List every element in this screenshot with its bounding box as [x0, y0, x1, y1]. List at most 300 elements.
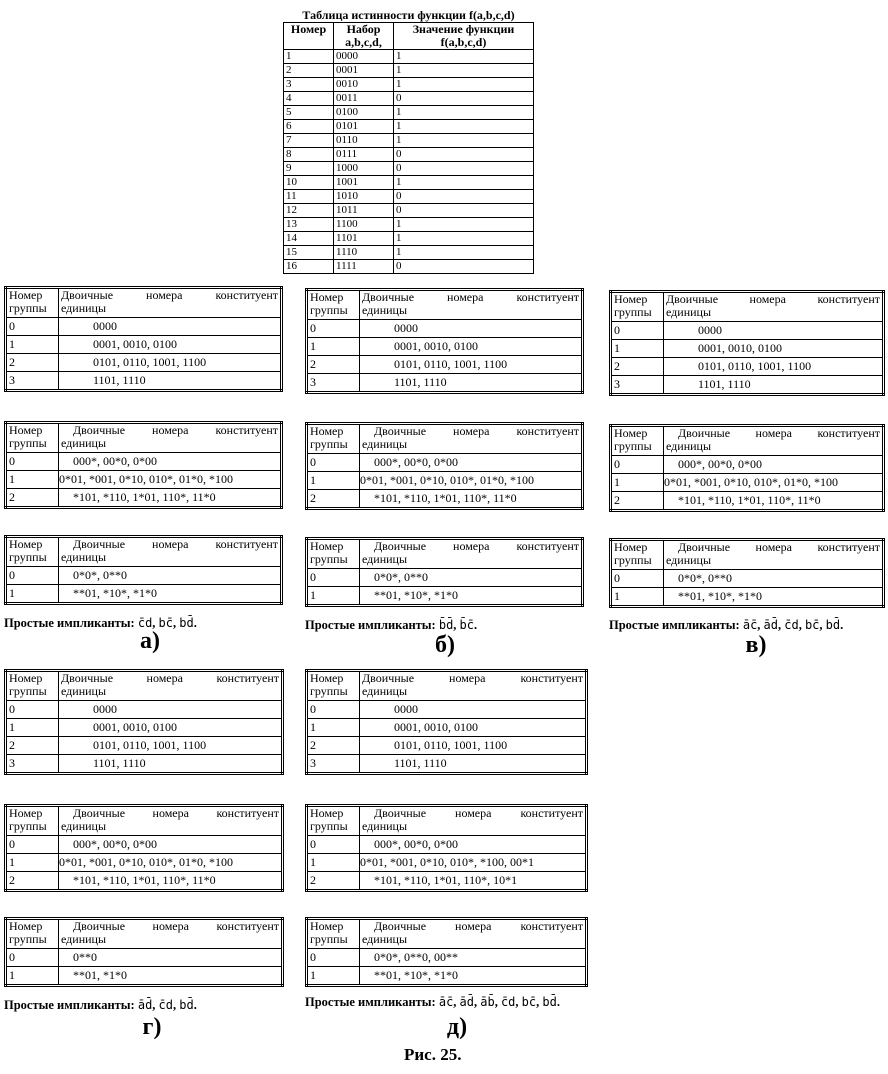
group-constituents: 1101, 1110 [59, 372, 282, 391]
group-table [305, 422, 584, 510]
group-table [609, 424, 885, 512]
group-constituents: 0000 [360, 320, 583, 338]
prime-implicants-label: Простые импликанты: [4, 998, 135, 1012]
group-constituents: 0*0*, 0**0 [59, 567, 282, 585]
group-table-header [6, 806, 283, 836]
binary-numbers-header-word: Двоичные [61, 671, 114, 685]
group-number: 1 [307, 587, 360, 606]
group-number-header-line1: Номер [9, 423, 43, 437]
binary-numbers-header [360, 290, 583, 320]
binary-numbers-header-word: номера [755, 540, 792, 554]
row-value: 1 [394, 78, 534, 92]
row-set: 1111 [334, 260, 394, 274]
implicant-term: bc̄ [521, 995, 537, 1009]
implicant-term: c̄d [137, 616, 153, 630]
binary-numbers-header-line2: единицы [362, 819, 408, 833]
truth-table [283, 22, 534, 274]
implicant-term: āc̄ [438, 995, 454, 1009]
row-set: 1011 [334, 204, 394, 218]
group-number: 2 [6, 872, 59, 891]
group-table-header [307, 539, 583, 569]
group-number-header-line2: группы [310, 437, 348, 451]
group-number-header-line2: группы [614, 305, 652, 319]
row-value: 1 [394, 232, 534, 246]
group-constituents: **01, *1*0 [59, 967, 283, 986]
group-constituents: 0*0*, 0**0 [360, 569, 583, 587]
row-number: 16 [284, 260, 334, 274]
row-value: 0 [394, 190, 534, 204]
group-constituents: 1101, 1110 [59, 755, 283, 774]
group-number-header [307, 919, 360, 949]
group-constituents: 0000 [360, 701, 587, 719]
implicant-term: b̄c̄ [459, 618, 474, 632]
group-number: 2 [307, 356, 360, 374]
group-table-header [6, 671, 283, 701]
binary-numbers-header [59, 423, 282, 453]
group-number: 1 [307, 338, 360, 356]
group-table [305, 669, 588, 775]
binary-numbers-header-word: конституент [520, 919, 583, 933]
group-constituents: 0101, 0110, 1001, 1100 [664, 358, 884, 376]
binary-numbers-header-word: конституент [516, 539, 579, 553]
binary-numbers-header-line2: единицы [61, 550, 107, 564]
group-number-header [611, 540, 664, 570]
binary-numbers-header-word: Двоичные [374, 919, 427, 933]
group-table [305, 537, 584, 607]
group-number: 1 [307, 472, 360, 490]
group-row [611, 456, 884, 474]
group-row [6, 967, 283, 986]
truth-table-row [284, 148, 534, 162]
row-set: 0000 [334, 50, 394, 64]
group-constituents: 0101, 0110, 1001, 1100 [360, 356, 583, 374]
prime-implicants: Простые импликанты: b̄d̄, b̄c̄. [305, 618, 478, 632]
group-table [305, 804, 588, 892]
group-table [4, 669, 284, 775]
group-number: 3 [6, 755, 59, 774]
row-number: 14 [284, 232, 334, 246]
row-set: 0011 [334, 92, 394, 106]
implicant-term: ād̄ [763, 618, 778, 632]
truth-table-row [284, 232, 534, 246]
group-number: 2 [6, 737, 59, 755]
group-number-header-line1: Номер [9, 806, 43, 820]
group-row [6, 318, 282, 336]
group-number: 1 [307, 854, 360, 872]
group-number: 2 [611, 358, 664, 376]
group-row [307, 338, 583, 356]
group-table [305, 917, 588, 987]
group-number-header [6, 919, 59, 949]
binary-numbers-header-word: номера [146, 288, 183, 302]
group-number: 1 [6, 336, 59, 354]
group-table [4, 804, 284, 892]
group-constituents: *101, *110, 1*01, 110*, 11*0 [360, 490, 583, 509]
binary-numbers-header-line2: единицы [666, 439, 712, 453]
group-number-header-line1: Номер [614, 292, 648, 306]
group-row [307, 836, 587, 854]
row-value: 0 [394, 162, 534, 176]
group-constituents: 1101, 1110 [360, 755, 587, 774]
group-number: 1 [6, 854, 59, 872]
row-set: 0010 [334, 78, 394, 92]
row-number: 12 [284, 204, 334, 218]
row-value: 1 [394, 218, 534, 232]
binary-numbers-header-line2: единицы [666, 553, 712, 567]
group-constituents: 0000 [59, 701, 283, 719]
binary-numbers-header [664, 292, 884, 322]
group-row [611, 358, 884, 376]
group-number-header-line1: Номер [310, 539, 344, 553]
row-set: 1010 [334, 190, 394, 204]
binary-numbers-header-line2: единицы [362, 684, 408, 698]
row-number: 6 [284, 120, 334, 134]
binary-numbers-header-word: номера [453, 424, 490, 438]
group-number-header-line2: группы [310, 932, 348, 946]
binary-numbers-header-word: Двоичные [61, 288, 114, 302]
row-value: 0 [394, 92, 534, 106]
row-set: 0100 [334, 106, 394, 120]
group-number: 0 [6, 701, 59, 719]
row-number: 15 [284, 246, 334, 260]
truth-table-row [284, 78, 534, 92]
row-number: 3 [284, 78, 334, 92]
group-number-header [307, 290, 360, 320]
prime-implicants: Простые импликанты: ād̄, c̄d, bd̄. [4, 998, 197, 1012]
binary-numbers-header-word: Двоичные [73, 806, 126, 820]
group-number: 1 [307, 719, 360, 737]
group-row [611, 340, 884, 358]
group-constituents: 0*0*, 0**0, 00** [360, 949, 587, 967]
binary-numbers-header-line2: единицы [61, 819, 107, 833]
group-row [6, 755, 283, 774]
binary-numbers-header-word: Двоичные [678, 426, 731, 440]
truth-table-row [284, 106, 534, 120]
binary-numbers-header-word: конституент [516, 290, 579, 304]
group-number: 0 [611, 456, 664, 474]
implicant-term: āc̄ [742, 618, 758, 632]
group-number-header-line2: группы [310, 303, 348, 317]
implicant-term: c̄d [158, 998, 173, 1012]
group-number: 0 [6, 318, 59, 336]
row-set: 0110 [334, 134, 394, 148]
group-row [611, 474, 884, 492]
group-row [6, 872, 283, 891]
implicant-term: c̄d [500, 995, 516, 1009]
binary-numbers-header-line2: единицы [362, 303, 408, 317]
group-number-header-line2: группы [9, 819, 47, 833]
panel-letter: в) [745, 632, 767, 658]
binary-numbers-header-word: конституент [817, 540, 880, 554]
row-value: 1 [394, 120, 534, 134]
group-number-header [6, 806, 59, 836]
row-value: 1 [394, 176, 534, 190]
group-table [609, 538, 885, 608]
binary-numbers-header [59, 288, 282, 318]
group-row [307, 490, 583, 509]
row-value: 1 [394, 106, 534, 120]
binary-numbers-header-word: номера [447, 290, 484, 304]
group-number-header [307, 424, 360, 454]
binary-numbers-header-word: номера [152, 537, 189, 551]
group-constituents: 0000 [664, 322, 884, 340]
row-value: 0 [394, 204, 534, 218]
row-value: 0 [394, 148, 534, 162]
figure-caption: Рис. 25. [404, 1045, 462, 1064]
row-number: 8 [284, 148, 334, 162]
binary-numbers-header-line2: единицы [61, 932, 107, 946]
group-number-header-line1: Номер [9, 671, 43, 685]
row-number: 4 [284, 92, 334, 106]
group-constituents: *101, *110, 1*01, 110*, 11*0 [59, 489, 282, 508]
panel-letter: д) [446, 1014, 468, 1040]
group-row [611, 492, 884, 511]
group-number: 0 [6, 567, 59, 585]
group-row [307, 356, 583, 374]
implicant-term: bd̄ [825, 618, 841, 632]
row-set: 1001 [334, 176, 394, 190]
row-number: 9 [284, 162, 334, 176]
implicant-term: bd̄ [179, 616, 194, 630]
group-number-header-line1: Номер [310, 806, 344, 820]
group-constituents: *101, *110, 1*01, 110*, 11*0 [664, 492, 884, 511]
truth-header-set: Набор a,b,c,d, [334, 23, 394, 50]
group-number-header-line1: Номер [614, 426, 648, 440]
prime-implicants: Простые импликанты: āc̄, ād̄, āb̄, c̄d, bc̄, bd̄. [305, 995, 560, 1009]
group-row [6, 701, 283, 719]
binary-numbers-header-word: Двоичные [73, 423, 126, 437]
group-row [307, 320, 583, 338]
implicant-term: ād̄ [137, 998, 153, 1012]
group-row [6, 354, 282, 372]
group-row [6, 471, 282, 489]
group-constituents: **01, *10*, *1*0 [59, 585, 282, 604]
prime-implicants-label: Простые импликанты: [4, 616, 135, 630]
group-number: 0 [307, 569, 360, 587]
group-row [307, 374, 583, 393]
group-constituents: 0*01, *001, 0*10, 010*, *100, 00*1 [360, 854, 587, 872]
group-constituents: *101, *110, 1*01, 110*, 10*1 [360, 872, 587, 891]
implicant-term: bd̄ [179, 998, 194, 1012]
binary-numbers-header-word: конституент [817, 292, 880, 306]
group-row [6, 719, 283, 737]
group-row [307, 755, 587, 774]
group-number: 1 [307, 967, 360, 986]
group-number-header [6, 671, 59, 701]
group-row [611, 322, 884, 340]
group-constituents: 0*01, *001, 0*10, 010*, 01*0, *100 [59, 471, 282, 489]
group-number-header-line1: Номер [310, 671, 344, 685]
binary-numbers-header-word: номера [455, 919, 492, 933]
binary-numbers-header-word: номера [453, 539, 490, 553]
group-number: 2 [307, 490, 360, 509]
group-number: 2 [307, 737, 360, 755]
panel-letter: г) [142, 1014, 162, 1040]
binary-numbers-header-line2: единицы [362, 932, 408, 946]
group-table [4, 917, 284, 987]
binary-numbers-header-word: конституент [520, 671, 583, 685]
binary-numbers-header-word: конституент [520, 806, 583, 820]
group-row [307, 719, 587, 737]
group-constituents: **01, *10*, *1*0 [664, 588, 884, 607]
group-row [307, 454, 583, 472]
binary-numbers-header [59, 806, 283, 836]
row-set: 0101 [334, 120, 394, 134]
binary-numbers-header-word: Двоичные [73, 537, 126, 551]
group-row [307, 587, 583, 606]
row-value: 1 [394, 50, 534, 64]
group-number: 1 [6, 471, 59, 489]
binary-numbers-header-word: конституент [215, 288, 278, 302]
truth-table-row [284, 246, 534, 260]
binary-numbers-header-word: номера [455, 806, 492, 820]
group-constituents: 000*, 00*0, 0*00 [360, 836, 587, 854]
implicant-term: b̄d̄ [438, 618, 454, 632]
group-row [6, 453, 282, 471]
binary-numbers-header-word: конституент [216, 671, 279, 685]
truth-table-title: Таблица истинности функции f(a,b,c,d) [302, 8, 515, 22]
group-constituents: 1101, 1110 [360, 374, 583, 393]
group-number: 3 [6, 372, 59, 391]
group-table [4, 421, 283, 509]
group-number-header-line1: Номер [310, 424, 344, 438]
group-number-header [6, 423, 59, 453]
row-value: 1 [394, 134, 534, 148]
group-number-header-line2: группы [9, 436, 47, 450]
row-number: 13 [284, 218, 334, 232]
row-number: 10 [284, 176, 334, 190]
group-table [305, 288, 584, 394]
row-value: 1 [394, 246, 534, 260]
group-table-header [611, 426, 884, 456]
group-row [307, 701, 587, 719]
group-table-header [307, 919, 587, 949]
row-number: 1 [284, 50, 334, 64]
group-constituents: 000*, 00*0, 0*00 [360, 454, 583, 472]
group-row [611, 570, 884, 588]
truth-table-row [284, 92, 534, 106]
group-number-header-line1: Номер [310, 919, 344, 933]
group-number-header [611, 426, 664, 456]
group-number: 2 [307, 872, 360, 891]
group-number-header-line1: Номер [310, 290, 344, 304]
binary-numbers-header-word: Двоичные [374, 539, 427, 553]
group-row [6, 489, 282, 508]
group-row [6, 737, 283, 755]
implicant-term: āb̄ [480, 995, 495, 1009]
group-constituents: 0101, 0110, 1001, 1100 [360, 737, 587, 755]
group-table-header [6, 423, 282, 453]
group-number-header [307, 539, 360, 569]
group-number-header-line2: группы [9, 684, 47, 698]
row-number: 2 [284, 64, 334, 78]
group-number-header-line1: Номер [9, 537, 43, 551]
group-number-header [6, 537, 59, 567]
group-constituents: 0000 [59, 318, 282, 336]
group-number: 0 [611, 570, 664, 588]
group-number-header-line2: группы [614, 553, 652, 567]
group-number: 0 [6, 836, 59, 854]
group-number-header-line2: группы [614, 439, 652, 453]
implicant-term: bc̄ [804, 618, 820, 632]
panel-letter: б) [435, 632, 455, 658]
group-constituents: 0*01, *001, 0*10, 010*, 01*0, *100 [59, 854, 283, 872]
group-number: 0 [6, 949, 59, 967]
truth-header-value: Значение функции f(a,b,c,d) [394, 23, 534, 50]
binary-numbers-header-word: конституент [817, 426, 880, 440]
group-number-header-line2: группы [310, 819, 348, 833]
group-row [307, 569, 583, 587]
group-number: 0 [307, 320, 360, 338]
group-constituents: 0001, 0010, 0100 [664, 340, 884, 358]
group-number: 0 [6, 453, 59, 471]
group-number-header-line2: группы [310, 552, 348, 566]
binary-numbers-header-word: номера [755, 426, 792, 440]
group-row [307, 949, 587, 967]
group-number: 3 [307, 755, 360, 774]
binary-numbers-header [360, 671, 587, 701]
group-table-header [6, 537, 282, 567]
group-number-header-line1: Номер [9, 919, 43, 933]
group-row [611, 588, 884, 607]
binary-numbers-header-word: номера [749, 292, 786, 306]
prime-implicants: Простые импликанты: āc̄, ād̄, c̄d, bc̄, bd̄. [609, 618, 844, 632]
group-number-header [611, 292, 664, 322]
group-constituents: **01, *10*, *1*0 [360, 967, 587, 986]
group-constituents: **01, *10*, *1*0 [360, 587, 583, 606]
group-number: 0 [307, 454, 360, 472]
group-number: 3 [307, 374, 360, 393]
group-number: 0 [307, 949, 360, 967]
implicant-term: bc̄ [158, 616, 173, 630]
row-set: 0001 [334, 64, 394, 78]
truth-table-row [284, 134, 534, 148]
group-row [307, 854, 587, 872]
truth-table-row [284, 190, 534, 204]
prime-implicants: Простые импликанты: c̄d, bc̄, bd̄. [4, 616, 197, 630]
group-constituents: 000*, 00*0, 0*00 [664, 456, 884, 474]
binary-numbers-header-word: Двоичные [666, 292, 719, 306]
group-row [6, 372, 282, 391]
group-row [6, 836, 283, 854]
group-number-header [307, 671, 360, 701]
group-constituents: 0101, 0110, 1001, 1100 [59, 354, 282, 372]
truth-table-row [284, 120, 534, 134]
group-number-header-line2: группы [310, 684, 348, 698]
binary-numbers-header-word: номера [152, 806, 189, 820]
truth-table-row [284, 204, 534, 218]
binary-numbers-header-word: Двоичные [73, 919, 126, 933]
group-number: 0 [307, 701, 360, 719]
binary-numbers-header-word: номера [146, 671, 183, 685]
group-number-header [6, 288, 59, 318]
binary-numbers-header-word: конституент [215, 423, 278, 437]
group-row [6, 949, 283, 967]
group-row [611, 376, 884, 395]
group-row [6, 854, 283, 872]
group-number: 0 [307, 836, 360, 854]
group-number-header-line2: группы [9, 932, 47, 946]
group-table [4, 286, 283, 392]
binary-numbers-header-word: конституент [216, 806, 279, 820]
group-table-header [307, 806, 587, 836]
binary-numbers-header-word: Двоичные [362, 290, 415, 304]
group-row [307, 737, 587, 755]
binary-numbers-header-word: Двоичные [362, 671, 415, 685]
truth-table-row [284, 64, 534, 78]
group-number: 2 [6, 489, 59, 508]
row-number: 11 [284, 190, 334, 204]
